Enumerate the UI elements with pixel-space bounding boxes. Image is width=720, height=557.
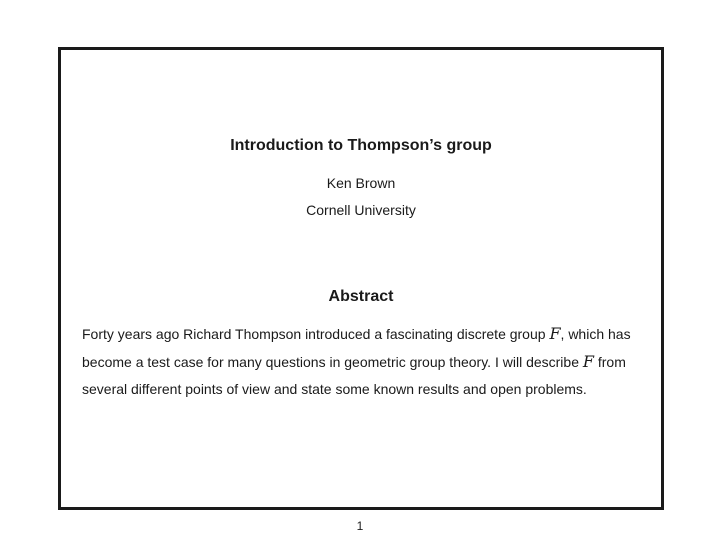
- abstract-text-part-1: Forty years ago Richard Thompson introduced a fascinating discrete group: [82, 326, 550, 342]
- abstract-body: [82, 320, 648, 403]
- page-title: Introduction to Thompson’s group: [230, 137, 492, 154]
- slide-frame: [58, 47, 664, 510]
- math-symbol-f: F: [549, 324, 561, 343]
- math-symbol-f: F: [582, 352, 594, 371]
- abstract-text-part-2: , which has become a test case for many questions in geometric group theory. I will describe: [82, 326, 631, 370]
- abstract-text-part-3: from several different points of view and state some known results and open problems.: [82, 354, 626, 397]
- author-name: Ken Brown: [326, 175, 396, 191]
- author-affiliation: Cornell University: [306, 202, 416, 218]
- abstract-heading: Abstract: [328, 288, 394, 305]
- page-number: 1: [356, 519, 364, 533]
